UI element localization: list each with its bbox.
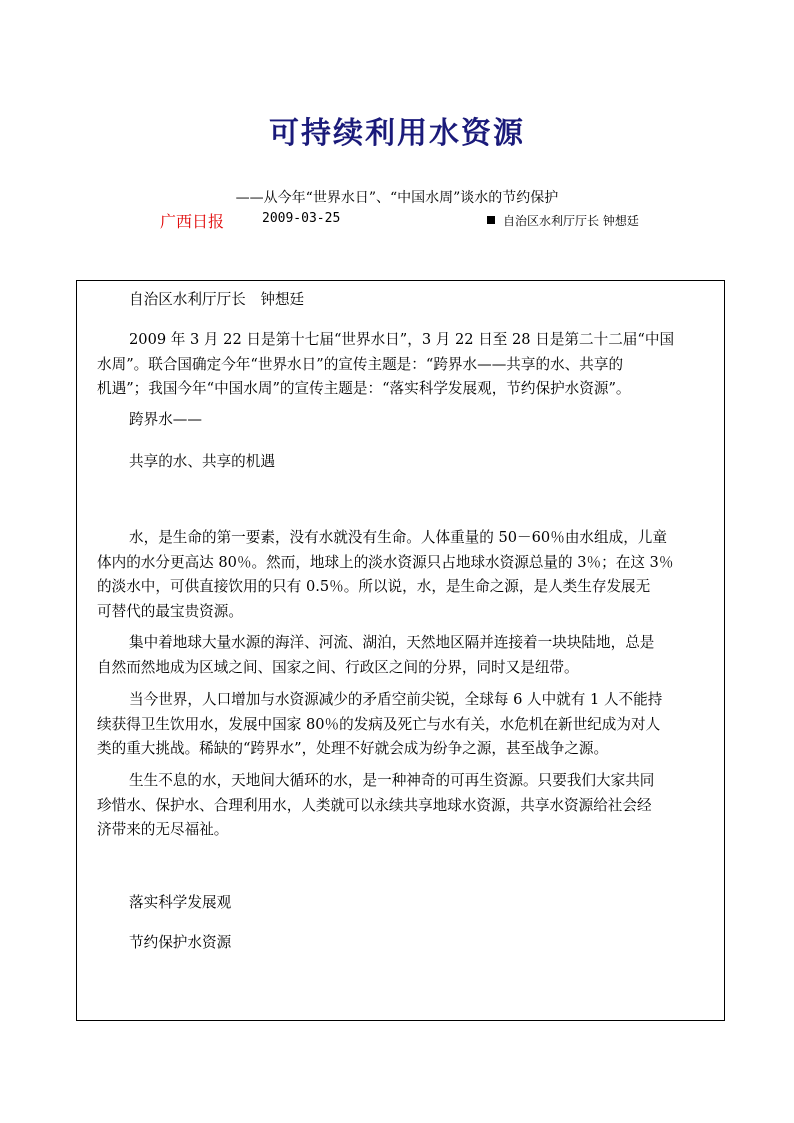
paragraph-line: 水，是生命的第一要素，没有水就没有生命。人体重量的 50－60％由水组成，儿童 [129,529,667,546]
closing-heading: 落实科学发展观 [129,894,232,911]
publish-date: 2009-03-25 [262,211,341,226]
page-title: 可持续利用水资源 [269,116,525,151]
article-paragraph-1 [97,328,707,402]
paragraph-line: 可替代的最宝贵资源。 [97,602,243,620]
paragraph-line: 类的重大挑战。稀缺的“跨界水”，处理不好就会成为纷争之源，甚至战争之源。 [97,740,609,757]
paragraph-line: 生生不息的水，天地间大循环的水，是一种神奇的可再生资源。只要我们大家共同 [129,772,655,789]
paragraph-line: 水周”。联合国确定今年“世界水日”的宣传主题是：“跨界水——共享的水、共享的 [97,355,624,373]
article-paragraph-5 [97,769,707,843]
article-paragraph-2 [97,526,707,624]
paragraph-line: 当今世界，人口增加与水资源减少的矛盾空前尖锐，全球每 6 人中就有 1 人不能持 [129,691,663,708]
article-paragraph-3 [97,631,707,680]
page-subtitle: ——从今年“世界水日”、“中国水周”谈水的节约保护 [235,190,559,206]
paragraph-line: 集中着地球大量水源的海洋、河流、湖泊，天然地区隔并连接着一块块陆地，总是 [129,634,655,651]
paragraph-line: 的淡水中，可供直接饮用的只有 0.5％。所以说，水，是生命之源，是人类生存发展无 [97,578,651,595]
square-bullet-icon [487,216,495,224]
author-name: 自治区水利厅厅长 钟想廷 [503,214,639,228]
closing-subheading: 节约保护水资源 [129,934,232,951]
paragraph-line: 体内的水分更高达 80％。然而，地球上的淡水资源只占地球水资源总量的 3％；在这 3％ [97,553,674,571]
paragraph-line: 续获得卫生饮用水，发展中国家 80％的发病及死亡与水有关，水危机在新世纪成为对人 [97,715,661,733]
paragraph-line: 珍惜水、保护水、合理利用水，人类就可以永续共享地球水资源，共享水资源给社会经 [97,796,652,814]
section-heading: 跨界水—— [129,411,202,428]
paragraph-line: 自然而然地成为区域之间、国家之间、行政区之间的分界，同时又是纽带。 [97,658,579,676]
paragraph-line: 济带来的无尽福祉。 [97,821,229,838]
paragraph-line: 机遇”；我国今年“中国水周”的宣传主题是：“落实科学发展观，节约保护水资源”。 [97,380,631,397]
article-byline: 自治区水利厅厅长 钟想廷 [129,291,305,308]
paragraph-line: 2009 年 3 月 22 日是第十七届“世界水日”，3 月 22 日至 28 日是第二十二届“中国 [129,331,675,348]
section-subheading: 共享的水、共享的机遇 [129,453,275,470]
article-paragraph-4 [97,688,707,762]
source-name: 广西日报 [160,212,225,231]
author-line [487,212,639,229]
